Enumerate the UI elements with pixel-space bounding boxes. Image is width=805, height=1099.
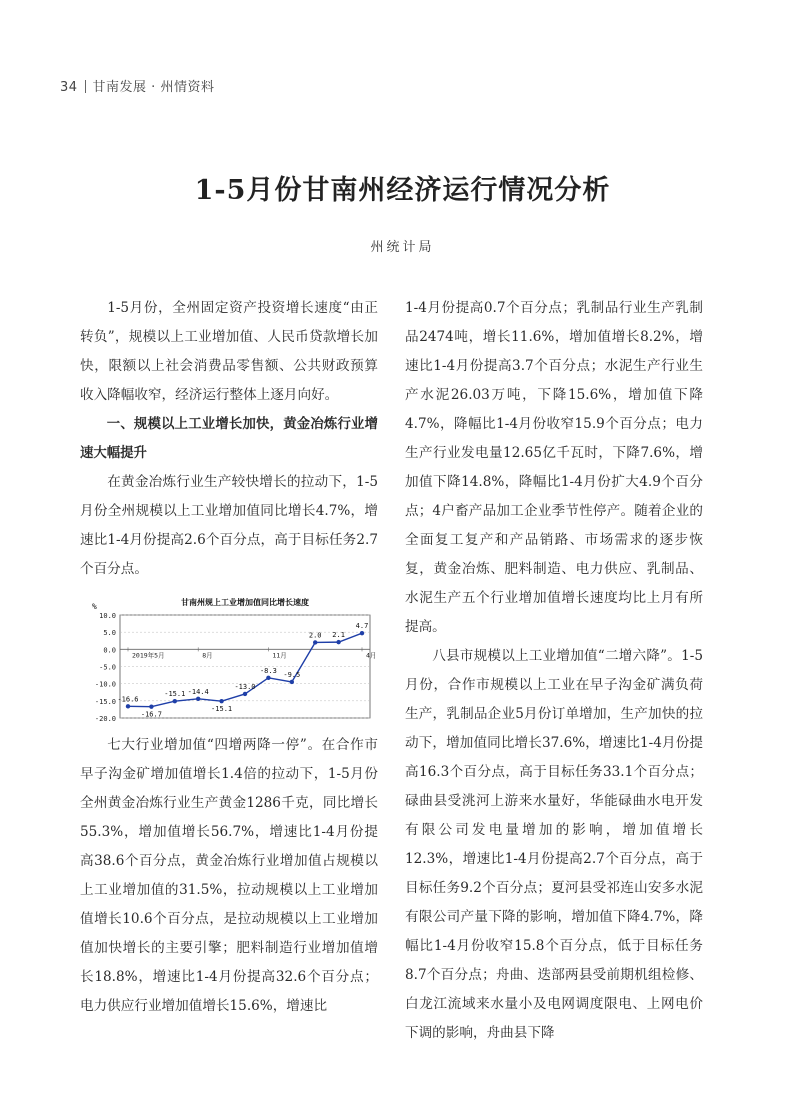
chart-x-tick-label: 11月	[272, 651, 287, 660]
right-column	[405, 294, 703, 1048]
chart-data-point	[336, 640, 340, 644]
section-heading-1: 一、规模以上工业增长加快，黄金冶炼行业增速大幅提升	[80, 417, 378, 461]
paragraph-eight-counties: 八县市规模以上工业增加值“二增六降”。1-5月份，合作市规模以上工业在早子沟金矿满负荷生产，乳制品企业5月份订单增加，生产加快的拉动下，增加值同比增长37.6%，增速比1-4月份提高16.3个百分点，高于目标任务33.1个百分点；碌曲县受洮河上游来水量好，华能碌曲水电开发有限公司发电量增加的影响，增加值增长12.3%，增速比1-4月份提高2.7个百分点，高于目标任务9.2个百分点；夏河县受祁连山安多水泥有限公司产量下降的影响，增加值下降4.7%，降幅比1-4月份收窄15.8个百分点，低于目标任务8.7个百分点；舟曲、迭部两县受前期机组检修、白龙江流域来水量小及电网调度限电、上网电价下调的影响，舟曲县下降	[405, 648, 703, 1041]
growth-chart	[80, 593, 378, 725]
chart-y-axis-label: %	[92, 602, 97, 611]
chart-data-label: -15.1	[211, 705, 233, 714]
chart-y-tick-label: -15.0	[94, 697, 116, 706]
chart-data-label: 2.1	[332, 631, 345, 640]
chart-y-tick-label: -10.0	[94, 680, 116, 689]
chart-data-label: -14.4	[187, 687, 209, 696]
chart-data-point	[290, 680, 294, 684]
chart-x-tick-label: 8月	[202, 651, 213, 660]
paragraph-industry-growth: 在黄金冶炼行业生产较快增长的拉动下，1-5月份全州规模以上工业增加值同比增长4.7%，增速比1-4月份提高2.6个百分点，高于目标任务2.7个百分点。	[80, 474, 378, 577]
paragraph-industry-continued: 1-4月份提高0.7个百分点；乳制品行业生产乳制品2474吨，增长11.6%，增加值增长8.2%，增速比1-4月份提高3.7个百分点；水泥生产行业生产水泥26.03万吨，下降15.6%，增加值下降4.7%，降幅比1-4月份收窄15.9个百分点；电力生产行业发电量12.65亿千瓦时，下降7.6%，增加值下降14.8%，降幅比1-4月份扩大4.9个百分点；4户畜产品加工企业季节性停产。随着企业的全面复工复产和产品销路、市场需求的逐步恢复，黄金冶炼、肥料制造、电力供应、乳制品、水泥生产五个行业增加值增长速度均比上月有所提高。	[405, 300, 703, 635]
journal-name: 甘南发展 · 州情资料	[92, 80, 215, 95]
chart-data-point	[243, 692, 247, 696]
chart-data-label: -8.3	[259, 666, 277, 675]
chart-data-label: -13.0	[234, 682, 256, 691]
chart-y-tick-label: -20.0	[94, 715, 116, 723]
article-title: 1-5月份甘南州经济运行情况分析	[194, 175, 611, 206]
chart-data-point	[360, 631, 364, 635]
paragraph-seven-industries: 七大行业增加值“四增两降一停”。在合作市早子沟金矿增加值增长1.4倍的拉动下，1-5月份全州黄金冶炼行业生产黄金1286千克，同比增长55.3%，增加值增长56.7%，增速比1-4月份提高38.6个百分点，黄金冶炼行业增加值占规模以上工业增加值的31.5%，拉动规模以上工业增加值增长10.6个百分点，是拉动规模以上工业增加值加快增长的主要引擎；肥料制造行业增加值增长18.8%，增速比1-4月份提高32.6个百分点；电力供应行业增加值增长15.6%，增速比	[80, 737, 378, 1014]
chart-y-tick-label: 10.0	[99, 612, 116, 620]
chart-title: 甘南州规上工业增加值同比增长速度	[181, 598, 309, 607]
page-number: 34	[60, 80, 78, 95]
left-column	[80, 294, 378, 1021]
chart-data-label: 2.0	[308, 631, 322, 640]
chart-data-point	[196, 697, 200, 701]
chart-data-label: -16.7	[140, 710, 162, 719]
chart-data-point	[149, 704, 153, 708]
chart-y-tick-label: 5.0	[103, 629, 116, 638]
chart-x-tick-label: 2019年5月	[132, 651, 165, 660]
paragraph-intro: 1-5月份，全州固定资产投资增长速度“由正转负”，规模以上工业增加值、人民币贷款增长加快，限额以上社会消费品零售额、公共财政预算收入降幅收窄，经济运行整体上逐月向好。	[80, 300, 378, 403]
chart-y-tick-label: 0.0	[103, 646, 116, 655]
chart-y-tick-label: -5.0	[99, 663, 116, 672]
chart-data-label: -15.1	[164, 690, 186, 699]
chart-data-point	[313, 640, 317, 644]
chart-data-label: -9.5	[283, 670, 301, 679]
chart-x-tick-label: 4月	[366, 651, 377, 660]
chart-data-label: -16.6	[117, 695, 139, 704]
growth-chart-svg	[80, 593, 378, 725]
chart-data-point	[266, 676, 270, 680]
chart-data-point	[219, 699, 223, 703]
header-divider	[85, 80, 86, 93]
page-header	[60, 76, 214, 95]
chart-data-point	[126, 704, 130, 708]
chart-data-point	[173, 699, 177, 703]
article-author: 州统计局	[370, 240, 435, 255]
chart-data-label: 4.7	[355, 622, 369, 631]
